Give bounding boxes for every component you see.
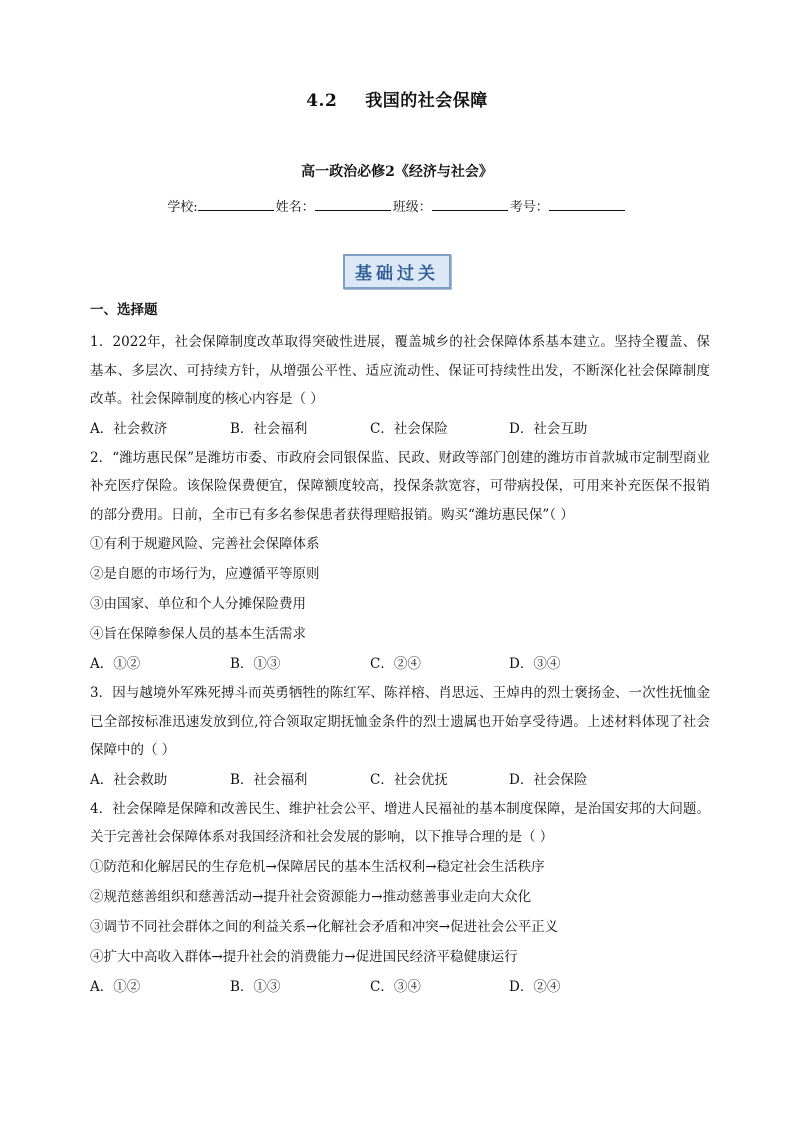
option-a: A．①② — [90, 978, 141, 995]
question-stem: 4．社会保障是保障和改善民生、维护社会公平、增进人民福祉的基本制度保障，是治国安邦的大问题。关于完善社会保障体系对我国经济和社会发展的影响，以下推导合理的是（ ） — [90, 800, 710, 845]
option-b: B．①③ — [230, 978, 281, 995]
exam-no-blank — [549, 198, 625, 211]
statement-2: ②规范慈善组织和慈善活动→提升社会资源能力→推动慈善事业走向大众化 — [90, 888, 532, 905]
option-b: B．社会福利 — [230, 771, 308, 788]
option-a: A．社会救助 — [90, 771, 168, 788]
class-label: 班级： — [392, 200, 432, 215]
option-d: D．③④ — [509, 656, 561, 672]
question-1 — [90, 328, 710, 444]
answer-options — [90, 414, 710, 444]
statement-4: ④扩大中高收入群体→提升社会的消费能力→促进国民经济平稳健康运行 — [90, 948, 518, 965]
question-3 — [90, 679, 710, 795]
name-blank — [315, 198, 391, 211]
statement-3: ③调节不同社会群体之间的利益关系→化解社会矛盾和冲突→促进社会公平正义 — [90, 918, 559, 935]
option-c: C．②④ — [370, 656, 421, 672]
option-b: B．①③ — [230, 656, 281, 672]
exam-no-label: 考号： — [509, 200, 549, 215]
course-subtitle: 高一政治必修2《经济与社会》 — [301, 164, 493, 180]
question-stem: 3．因与越境外军殊死搏斗而英勇牺牲的陈红军、陈祥榕、肖思远、王焯冉的烈士褒扬金、一次性抚恤金已全部按标准迅速发放到位,符合领取定期抚恤金条件的烈士遗属也开始享受待遇。上述材料体现了社会保障中的（ ） — [90, 685, 710, 758]
basic-level-badge: 基础过关 — [343, 254, 451, 289]
option-d: D．社会互助 — [509, 420, 588, 437]
option-d: D．社会保险 — [509, 771, 588, 788]
question-stem: 2．“潍坊惠民保”是潍坊市委、市政府会同银保监、民政、财政等部门创建的潍坊市首款城市定制型商业补充医疗保险。该保险保费便宜，保障额度较高，投保条款宽容，可带病投保，可用来补充医保不报销的部分费用。日前，全市已有多名参保患者获得理赔报销。购买“潍坊惠民保”（ ） — [90, 449, 710, 523]
option-d: D．②④ — [509, 978, 561, 995]
statement-4: ④旨在保障参保人员的基本生活需求 — [90, 626, 306, 642]
answer-options — [90, 765, 710, 795]
option-c: C．社会保险 — [370, 420, 448, 437]
question-stem: 1．2022年，社会保障制度改革取得突破性进展，覆盖城乡的社会保障体系基本建立。坚持全覆盖、保基本、多层次、可持续方针，从增强公平性、适应流动性、保证可持续性出发，不断深化社会保障制度改革。社会保障制度的核心内容是（ ） — [90, 334, 710, 407]
statement-1: ①有利于规避风险、完善社会保障体系 — [90, 536, 320, 552]
option-b: B．社会福利 — [230, 420, 308, 437]
statement-1: ①防范和化解居民的生存危机→保障居民的基本生活权利→稳定社会生活秩序 — [90, 858, 545, 875]
name-label: 姓名： — [275, 200, 315, 215]
answer-options — [90, 649, 710, 679]
option-a: A．社会救济 — [90, 420, 168, 437]
title-text: 我国的社会保障 — [365, 91, 488, 111]
answer-options — [90, 972, 710, 1002]
section-number: 4.2 — [306, 91, 338, 111]
statement-2: ②是自愿的市场行为，应遵循平等原则 — [90, 566, 320, 582]
section-heading: 一、选择题 — [90, 302, 158, 318]
school-blank — [198, 198, 274, 211]
page-title — [0, 86, 794, 111]
question-4 — [90, 795, 710, 1002]
statement-3: ③由国家、单位和个人分摊保险费用 — [90, 596, 306, 612]
student-info-fields — [0, 196, 794, 215]
class-blank — [432, 198, 508, 211]
badge-container — [0, 254, 794, 289]
option-c: C．社会优抚 — [370, 771, 448, 788]
option-a: A．①② — [90, 656, 141, 672]
option-c: C．③④ — [370, 978, 421, 995]
question-2 — [90, 444, 710, 680]
school-label: 学校: — [167, 200, 198, 215]
question-content — [90, 298, 710, 1002]
